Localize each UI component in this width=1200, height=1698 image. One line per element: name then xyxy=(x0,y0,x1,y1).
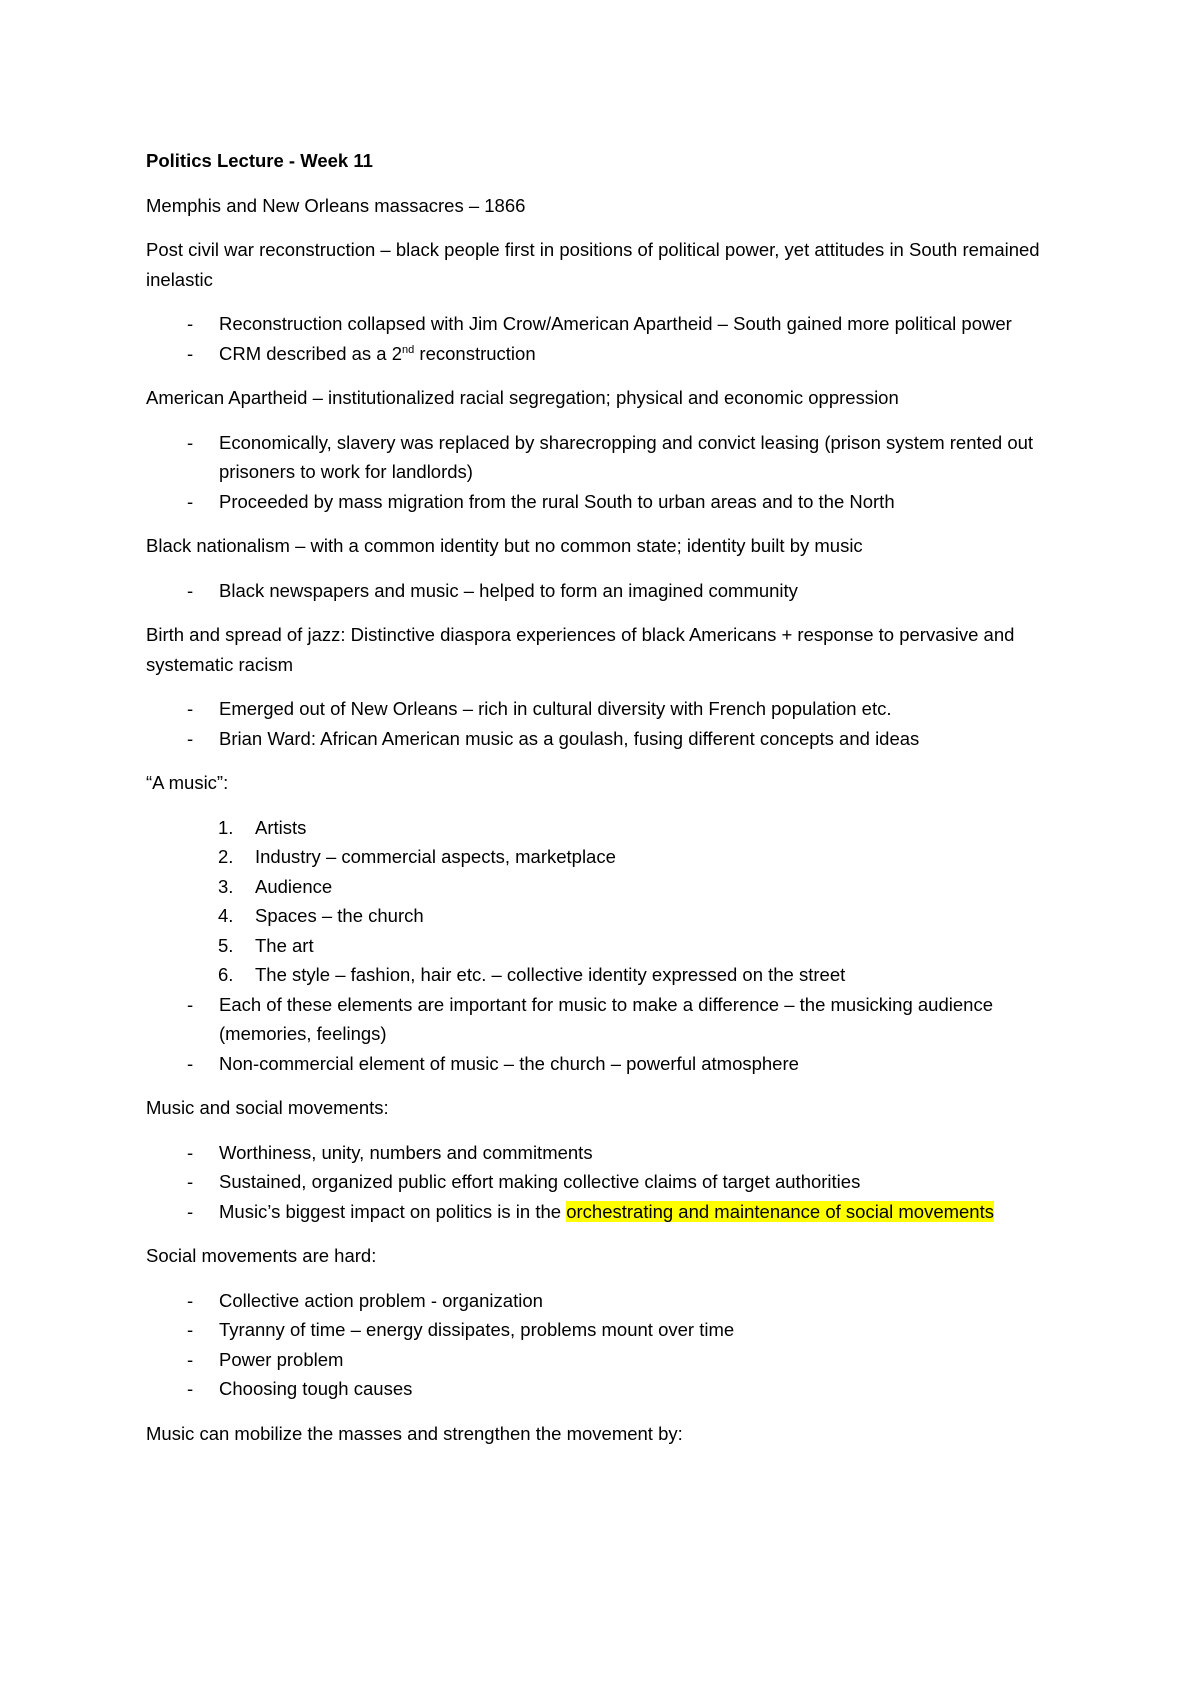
item-text: The style – fashion, hair etc. – collective identity expressed on the street xyxy=(255,964,846,985)
paragraph-jazz: Birth and spread of jazz: Distinctive diaspora experiences of black Americans + response to pervasive and systematic racism xyxy=(146,624,1015,675)
list-item: - Economically, slavery was replaced by sharecropping and convict leasing (prison system rented out prisoners to work for landlords) xyxy=(146,428,1076,487)
list-item-text: Music’s biggest impact on politics is in the xyxy=(219,1200,567,1222)
item-text: Artists xyxy=(255,816,307,838)
numbered-item xyxy=(146,872,1076,902)
numbered-item xyxy=(146,901,1076,931)
list-item: - Each of these elements are important for music to make a difference – the musicking audience (memories, feelings) xyxy=(146,990,1076,1049)
nationalism-list xyxy=(146,576,1076,606)
item-number: 6. xyxy=(218,964,234,985)
list-item: - Brian Ward: African American music as a goulash, fusing different concepts and ideas xyxy=(146,724,1076,754)
paragraph-hard: Social movements are hard: xyxy=(146,1245,377,1266)
list-item: - Proceeded by mass migration from the rural South to urban areas and to the North xyxy=(146,487,1076,517)
list-item: - Black newspapers and music – helped to form an imagined community xyxy=(146,576,1076,606)
paragraph-mobilize: Music can mobilize the masses and strengthen the movement by: xyxy=(146,1422,683,1444)
apartheid-list xyxy=(146,428,1076,517)
list-item: - Sustained, organized public effort making collective claims of target authorities xyxy=(146,1167,1076,1197)
list-item: - Reconstruction collapsed with Jim Crow/American Apartheid – South gained more political power xyxy=(146,309,1076,339)
reconstruction-list xyxy=(146,309,1076,368)
paragraph-apartheid: American Apartheid – institutionalized racial segregation; physical and economic oppression xyxy=(146,387,899,408)
document-page xyxy=(146,146,1076,1463)
list-item: - Power problem xyxy=(146,1345,1076,1375)
paragraph-black-nationalism: Black nationalism – with a common identity but no common state; identity built by music xyxy=(146,535,863,556)
social-movements-list xyxy=(146,1138,1076,1227)
item-text: Audience xyxy=(255,875,333,897)
item-number: 1. xyxy=(218,816,234,838)
list-item: - Tyranny of time – energy dissipates, problems mount over time xyxy=(146,1315,1076,1345)
list-item-text: CRM described as a 2 xyxy=(219,342,403,364)
item-text: The art xyxy=(255,934,314,956)
list-item: - Emerged out of New Orleans – rich in cultural diversity with French population etc. xyxy=(146,694,1076,724)
list-item xyxy=(146,339,1076,369)
numbered-item xyxy=(146,931,1076,961)
paragraph-reconstruction: Post civil war reconstruction – black people first in positions of political power, yet attitudes in South remained inelastic xyxy=(146,239,1040,290)
list-item xyxy=(146,1197,1076,1227)
jazz-list xyxy=(146,694,1076,753)
a-music-list xyxy=(146,813,1076,1079)
highlighted-text: orchestrating and maintenance of social movements xyxy=(566,1200,994,1222)
item-number: 5. xyxy=(218,934,234,956)
item-number: 3. xyxy=(218,875,234,897)
paragraph-a-music: “A music”: xyxy=(146,772,229,793)
list-item: - Worthiness, unity, numbers and commitments xyxy=(146,1138,1076,1168)
list-item: - Non-commercial element of music – the church – powerful atmosphere xyxy=(146,1049,1076,1079)
paragraph-massacres: Memphis and New Orleans massacres – 1866 xyxy=(146,194,526,216)
numbered-item xyxy=(146,842,1076,872)
paragraph-social-movements: Music and social movements: xyxy=(146,1097,389,1118)
item-number: 4. xyxy=(218,905,234,926)
list-item-text: reconstruction xyxy=(414,342,536,364)
page-title: Politics Lecture - Week 11 xyxy=(146,150,373,171)
superscript: nd xyxy=(402,343,415,356)
numbered-item xyxy=(146,960,1076,990)
item-number: 2. xyxy=(218,846,234,867)
numbered-item xyxy=(146,813,1076,843)
item-text: Spaces – the church xyxy=(255,905,424,926)
hard-list xyxy=(146,1286,1076,1404)
item-text: Industry – commercial aspects, marketplace xyxy=(255,846,616,867)
list-item: - Collective action problem - organization xyxy=(146,1286,1076,1316)
list-item: - Choosing tough causes xyxy=(146,1374,1076,1404)
